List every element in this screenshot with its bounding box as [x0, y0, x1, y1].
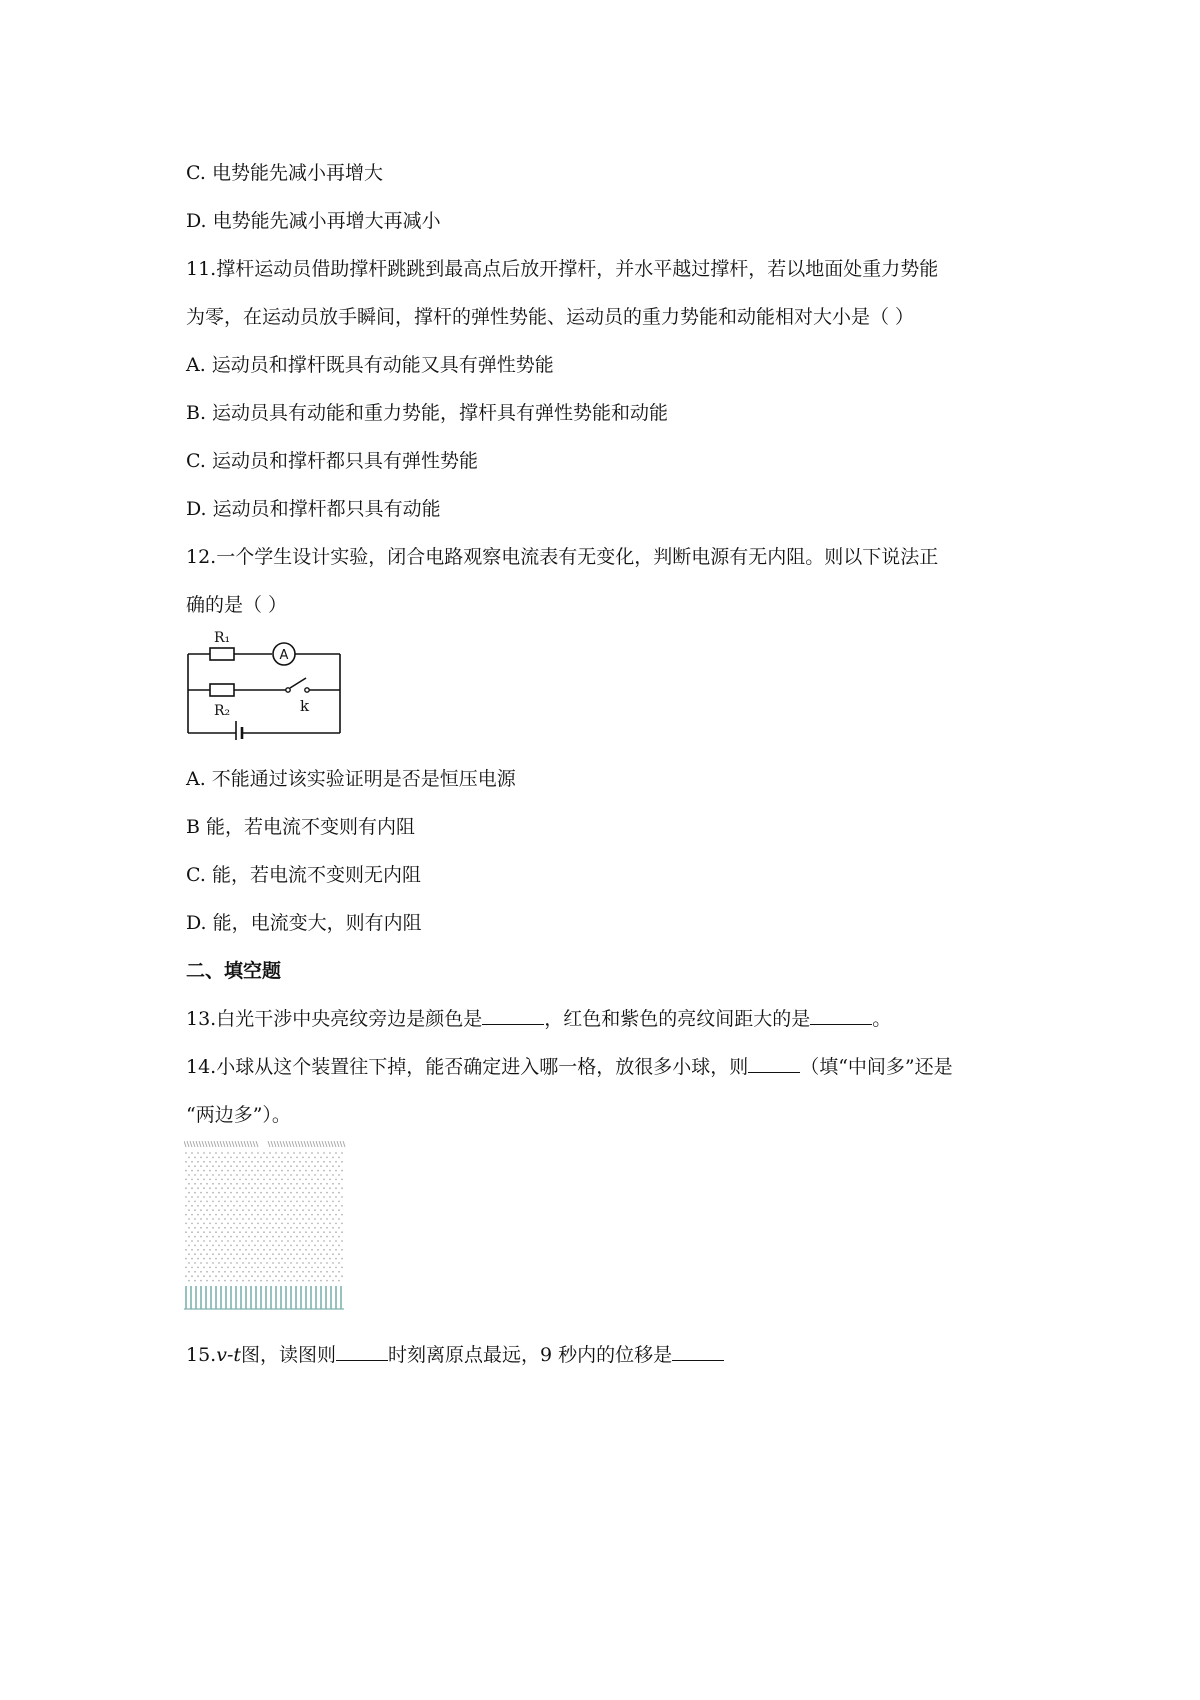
- q13-part-1: 13.白光干涉中央亮纹旁边是颜色是: [186, 1008, 483, 1030]
- q15-prefix: 15.: [186, 1344, 217, 1366]
- q10-option-d: D. 电势能先减小再增大再减小: [186, 210, 441, 232]
- q13-part-3: 。: [872, 1008, 892, 1030]
- galton-funnel-top: [184, 1141, 345, 1147]
- galton-pegs: [185, 1152, 343, 1281]
- q13-part-2: ，红色和紫色的亮纹间距大的是: [544, 1008, 811, 1030]
- switch-pivot: [286, 688, 290, 692]
- q12-option-c: C. 能，若电流不变则无内阻: [186, 864, 421, 886]
- switch-label: k: [300, 697, 310, 715]
- q12-option-b: B 能，若电流不变则有内阻: [186, 816, 416, 838]
- q13-blank-1: [482, 1004, 544, 1025]
- q10-option-c: C. 电势能先减小再增大: [186, 162, 383, 184]
- q13-blank-2: [810, 1004, 872, 1025]
- galton-board-diagram: [184, 1141, 346, 1311]
- galton-bins: [184, 1286, 344, 1309]
- q15-part-2: 时刻离原点最远，9 秒内的位移是: [388, 1344, 673, 1366]
- q11-option-a: A. 运动员和撑杆既具有动能又具有弹性势能: [186, 354, 554, 376]
- ammeter-label: A: [279, 648, 289, 663]
- q15-text: [186, 1340, 724, 1367]
- q11-option-c: C. 运动员和撑杆都只具有弹性势能: [186, 450, 478, 472]
- q14-text: [186, 1052, 953, 1079]
- switch-contact: [305, 688, 309, 692]
- q12-option-d: D. 能，电流变大，则有内阻: [186, 912, 422, 934]
- q15-part-1: 图，读图则: [241, 1344, 337, 1366]
- q11-option-b: B. 运动员具有动能和重力势能，撑杆具有弹性势能和动能: [186, 402, 669, 424]
- q14-part-2: （填“中间多”还是: [800, 1056, 953, 1078]
- r2-label: R₂: [214, 703, 231, 719]
- circuit-diagram: [184, 620, 354, 740]
- q12-stem-line-2: 确的是（ ）: [186, 594, 288, 616]
- r1-label: R₁: [214, 630, 231, 646]
- q11-stem-line-1: 11.撑杆运动员借助撑杆跳跳到最高点后放开撑杆，并水平越过撑杆，若以地面处重力势能: [186, 258, 939, 280]
- q12-stem-line-1: 12.一个学生设计实验，闭合电路观察电流表有无变化，判断电源有无内阻。则以下说法正: [186, 546, 939, 568]
- q14-blank: [748, 1052, 800, 1073]
- q14-line-2: “两边多”）。: [186, 1104, 291, 1126]
- q11-option-d: D. 运动员和撑杆都只具有动能: [186, 498, 441, 520]
- q15-blank-1: [336, 1340, 388, 1361]
- q13-text: [186, 1004, 891, 1031]
- resistor-r2: [210, 684, 234, 696]
- switch-blade: [290, 678, 306, 688]
- q14-part-1: 14.小球从这个装置往下掉，能否确定进入哪一格，放很多小球，则: [186, 1056, 749, 1078]
- q12-option-a: A. 不能通过该实验证明是否是恒压电源: [186, 768, 516, 790]
- q15-dash: -: [226, 1344, 234, 1366]
- q15-blank-2: [672, 1340, 724, 1361]
- q15-v: v: [216, 1344, 227, 1366]
- q15-t: t: [233, 1344, 242, 1366]
- q11-stem-line-2: 为零，在运动员放手瞬间，撑杆的弹性势能、运动员的重力势能和动能相对大小是（ ）: [186, 306, 915, 328]
- section-heading-fill-in: 二、填空题: [186, 960, 282, 982]
- resistor-r1: [210, 648, 234, 660]
